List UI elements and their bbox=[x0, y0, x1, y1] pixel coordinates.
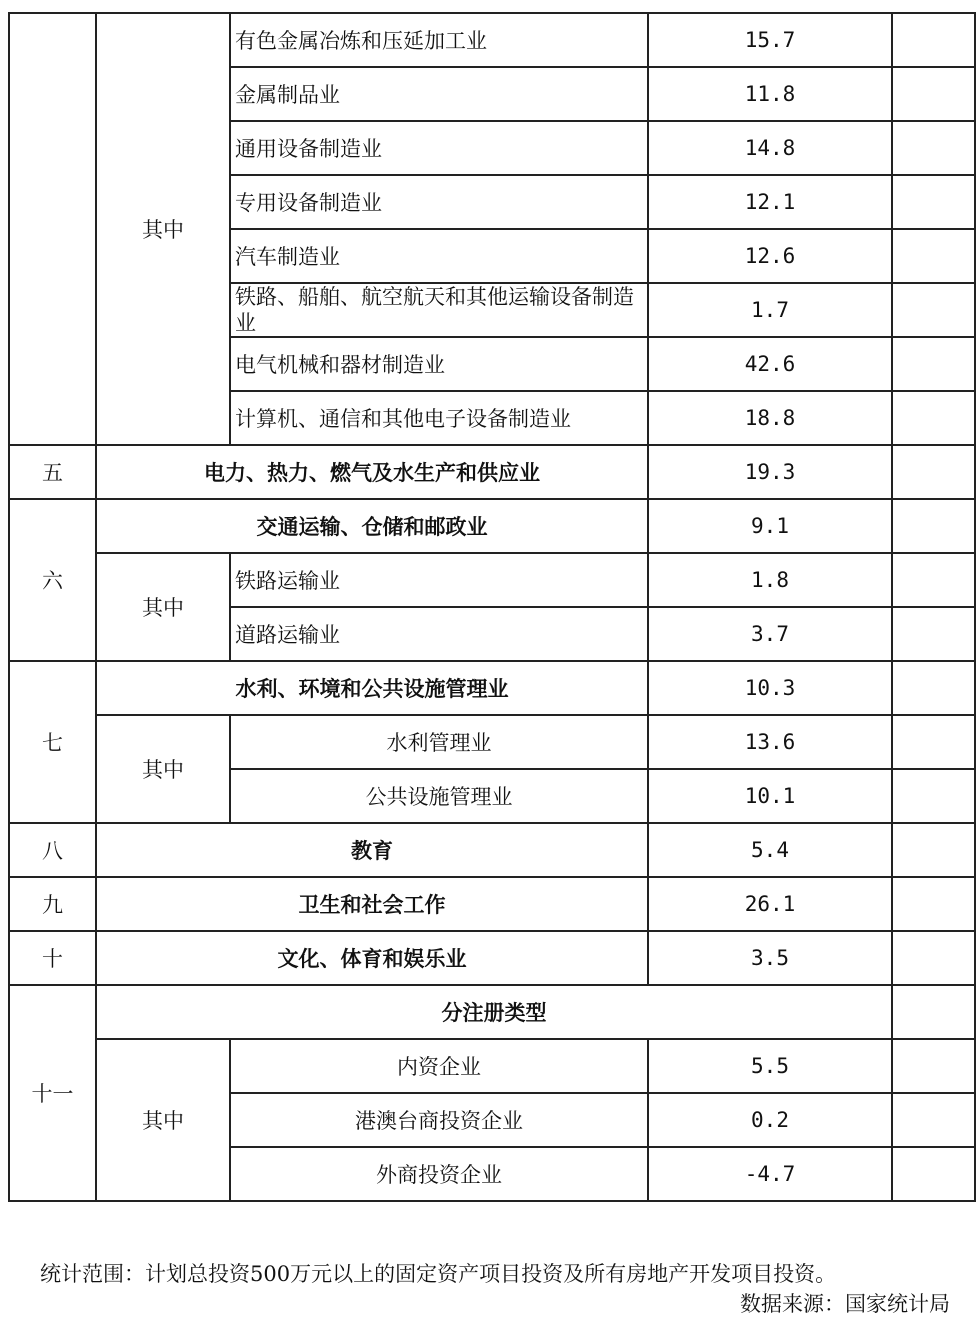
table-row bbox=[9, 931, 975, 985]
blank-cell bbox=[892, 769, 975, 823]
sub-industry-name: 汽车制造业 bbox=[230, 229, 648, 283]
qizhong-label: 其中 bbox=[96, 13, 230, 445]
growth-value: 15.7 bbox=[648, 13, 892, 67]
category-name: 水利、环境和公共设施管理业 bbox=[96, 661, 648, 715]
blank-cell bbox=[892, 445, 975, 499]
blank-cell bbox=[892, 337, 975, 391]
growth-value: 42.6 bbox=[648, 337, 892, 391]
growth-value: 11.8 bbox=[648, 67, 892, 121]
blank-cell bbox=[892, 391, 975, 445]
blank-cell bbox=[892, 715, 975, 769]
blank-cell bbox=[892, 823, 975, 877]
blank-cell bbox=[892, 499, 975, 553]
table-row bbox=[9, 445, 975, 499]
growth-value: 12.6 bbox=[648, 229, 892, 283]
category-name: 交通运输、仓储和邮政业 bbox=[96, 499, 648, 553]
data-source-note: 数据来源：国家统计局 bbox=[740, 1292, 950, 1316]
blank-cell bbox=[892, 121, 975, 175]
sub-industry-name: 通用设备制造业 bbox=[230, 121, 648, 175]
row-number: 九 bbox=[9, 877, 96, 931]
growth-value: 1.7 bbox=[648, 283, 892, 337]
sub-industry-name: 公共设施管理业 bbox=[230, 769, 648, 823]
blank-cell bbox=[892, 1093, 975, 1147]
row-number: 六 bbox=[9, 499, 96, 661]
growth-value: 18.8 bbox=[648, 391, 892, 445]
investment-growth-table bbox=[8, 12, 976, 1202]
blank-cell bbox=[892, 607, 975, 661]
growth-value: 10.1 bbox=[648, 769, 892, 823]
sub-industry-name: 外商投资企业 bbox=[230, 1147, 648, 1201]
growth-value: 14.8 bbox=[648, 121, 892, 175]
blank-cell bbox=[892, 931, 975, 985]
sub-industry-name: 道路运输业 bbox=[230, 607, 648, 661]
qizhong-label: 其中 bbox=[96, 715, 230, 823]
sub-industry-name: 内资企业 bbox=[230, 1039, 648, 1093]
growth-value: 5.4 bbox=[648, 823, 892, 877]
sub-industry-name: 专用设备制造业 bbox=[230, 175, 648, 229]
growth-value: 13.6 bbox=[648, 715, 892, 769]
sub-industry-name: 港澳台商投资企业 bbox=[230, 1093, 648, 1147]
row-number-cell bbox=[9, 13, 96, 445]
blank-cell bbox=[892, 283, 975, 337]
sub-industry-name: 有色金属冶炼和压延加工业 bbox=[230, 13, 648, 67]
blank-cell bbox=[892, 175, 975, 229]
row-number: 八 bbox=[9, 823, 96, 877]
growth-value: 3.5 bbox=[648, 931, 892, 985]
blank-cell bbox=[892, 661, 975, 715]
sub-industry-name: 铁路运输业 bbox=[230, 553, 648, 607]
blank-cell bbox=[892, 1039, 975, 1093]
blank-cell bbox=[892, 13, 975, 67]
row-number: 十一 bbox=[9, 985, 96, 1201]
growth-value: 9.1 bbox=[648, 499, 892, 553]
table-row bbox=[9, 877, 975, 931]
table-row bbox=[9, 1039, 975, 1093]
row-number: 五 bbox=[9, 445, 96, 499]
blank-cell bbox=[892, 877, 975, 931]
table-row bbox=[9, 553, 975, 607]
sub-industry-name: 金属制品业 bbox=[230, 67, 648, 121]
sub-industry-name: 水利管理业 bbox=[230, 715, 648, 769]
row-number: 十 bbox=[9, 931, 96, 985]
table-row bbox=[9, 13, 975, 67]
blank-cell bbox=[892, 553, 975, 607]
category-name: 卫生和社会工作 bbox=[96, 877, 648, 931]
blank-cell bbox=[892, 985, 975, 1039]
category-name: 文化、体育和娱乐业 bbox=[96, 931, 648, 985]
growth-value: 3.7 bbox=[648, 607, 892, 661]
table-row bbox=[9, 661, 975, 715]
table-row bbox=[9, 823, 975, 877]
table-row bbox=[9, 499, 975, 553]
table-row bbox=[9, 715, 975, 769]
growth-value: -4.7 bbox=[648, 1147, 892, 1201]
qizhong-label: 其中 bbox=[96, 1039, 230, 1201]
category-name: 电力、热力、燃气及水生产和供应业 bbox=[96, 445, 648, 499]
category-name: 教育 bbox=[96, 823, 648, 877]
growth-value: 1.8 bbox=[648, 553, 892, 607]
blank-cell bbox=[892, 229, 975, 283]
sub-industry-name: 铁路、船舶、航空航天和其他运输设备制造业 bbox=[230, 283, 648, 337]
qizhong-label: 其中 bbox=[96, 553, 230, 661]
sub-industry-name: 电气机械和器材制造业 bbox=[230, 337, 648, 391]
growth-value: 12.1 bbox=[648, 175, 892, 229]
category-name: 分注册类型 bbox=[96, 985, 892, 1039]
table-row bbox=[9, 985, 975, 1039]
statistical-scope-note: 统计范围：计划总投资500万元以上的固定资产项目投资及所有房地产开发项目投资。 bbox=[40, 1262, 837, 1286]
growth-value: 19.3 bbox=[648, 445, 892, 499]
growth-value: 0.2 bbox=[648, 1093, 892, 1147]
growth-value: 5.5 bbox=[648, 1039, 892, 1093]
growth-value: 26.1 bbox=[648, 877, 892, 931]
blank-cell bbox=[892, 67, 975, 121]
row-number: 七 bbox=[9, 661, 96, 823]
growth-value: 10.3 bbox=[648, 661, 892, 715]
sub-industry-name: 计算机、通信和其他电子设备制造业 bbox=[230, 391, 648, 445]
blank-cell bbox=[892, 1147, 975, 1201]
